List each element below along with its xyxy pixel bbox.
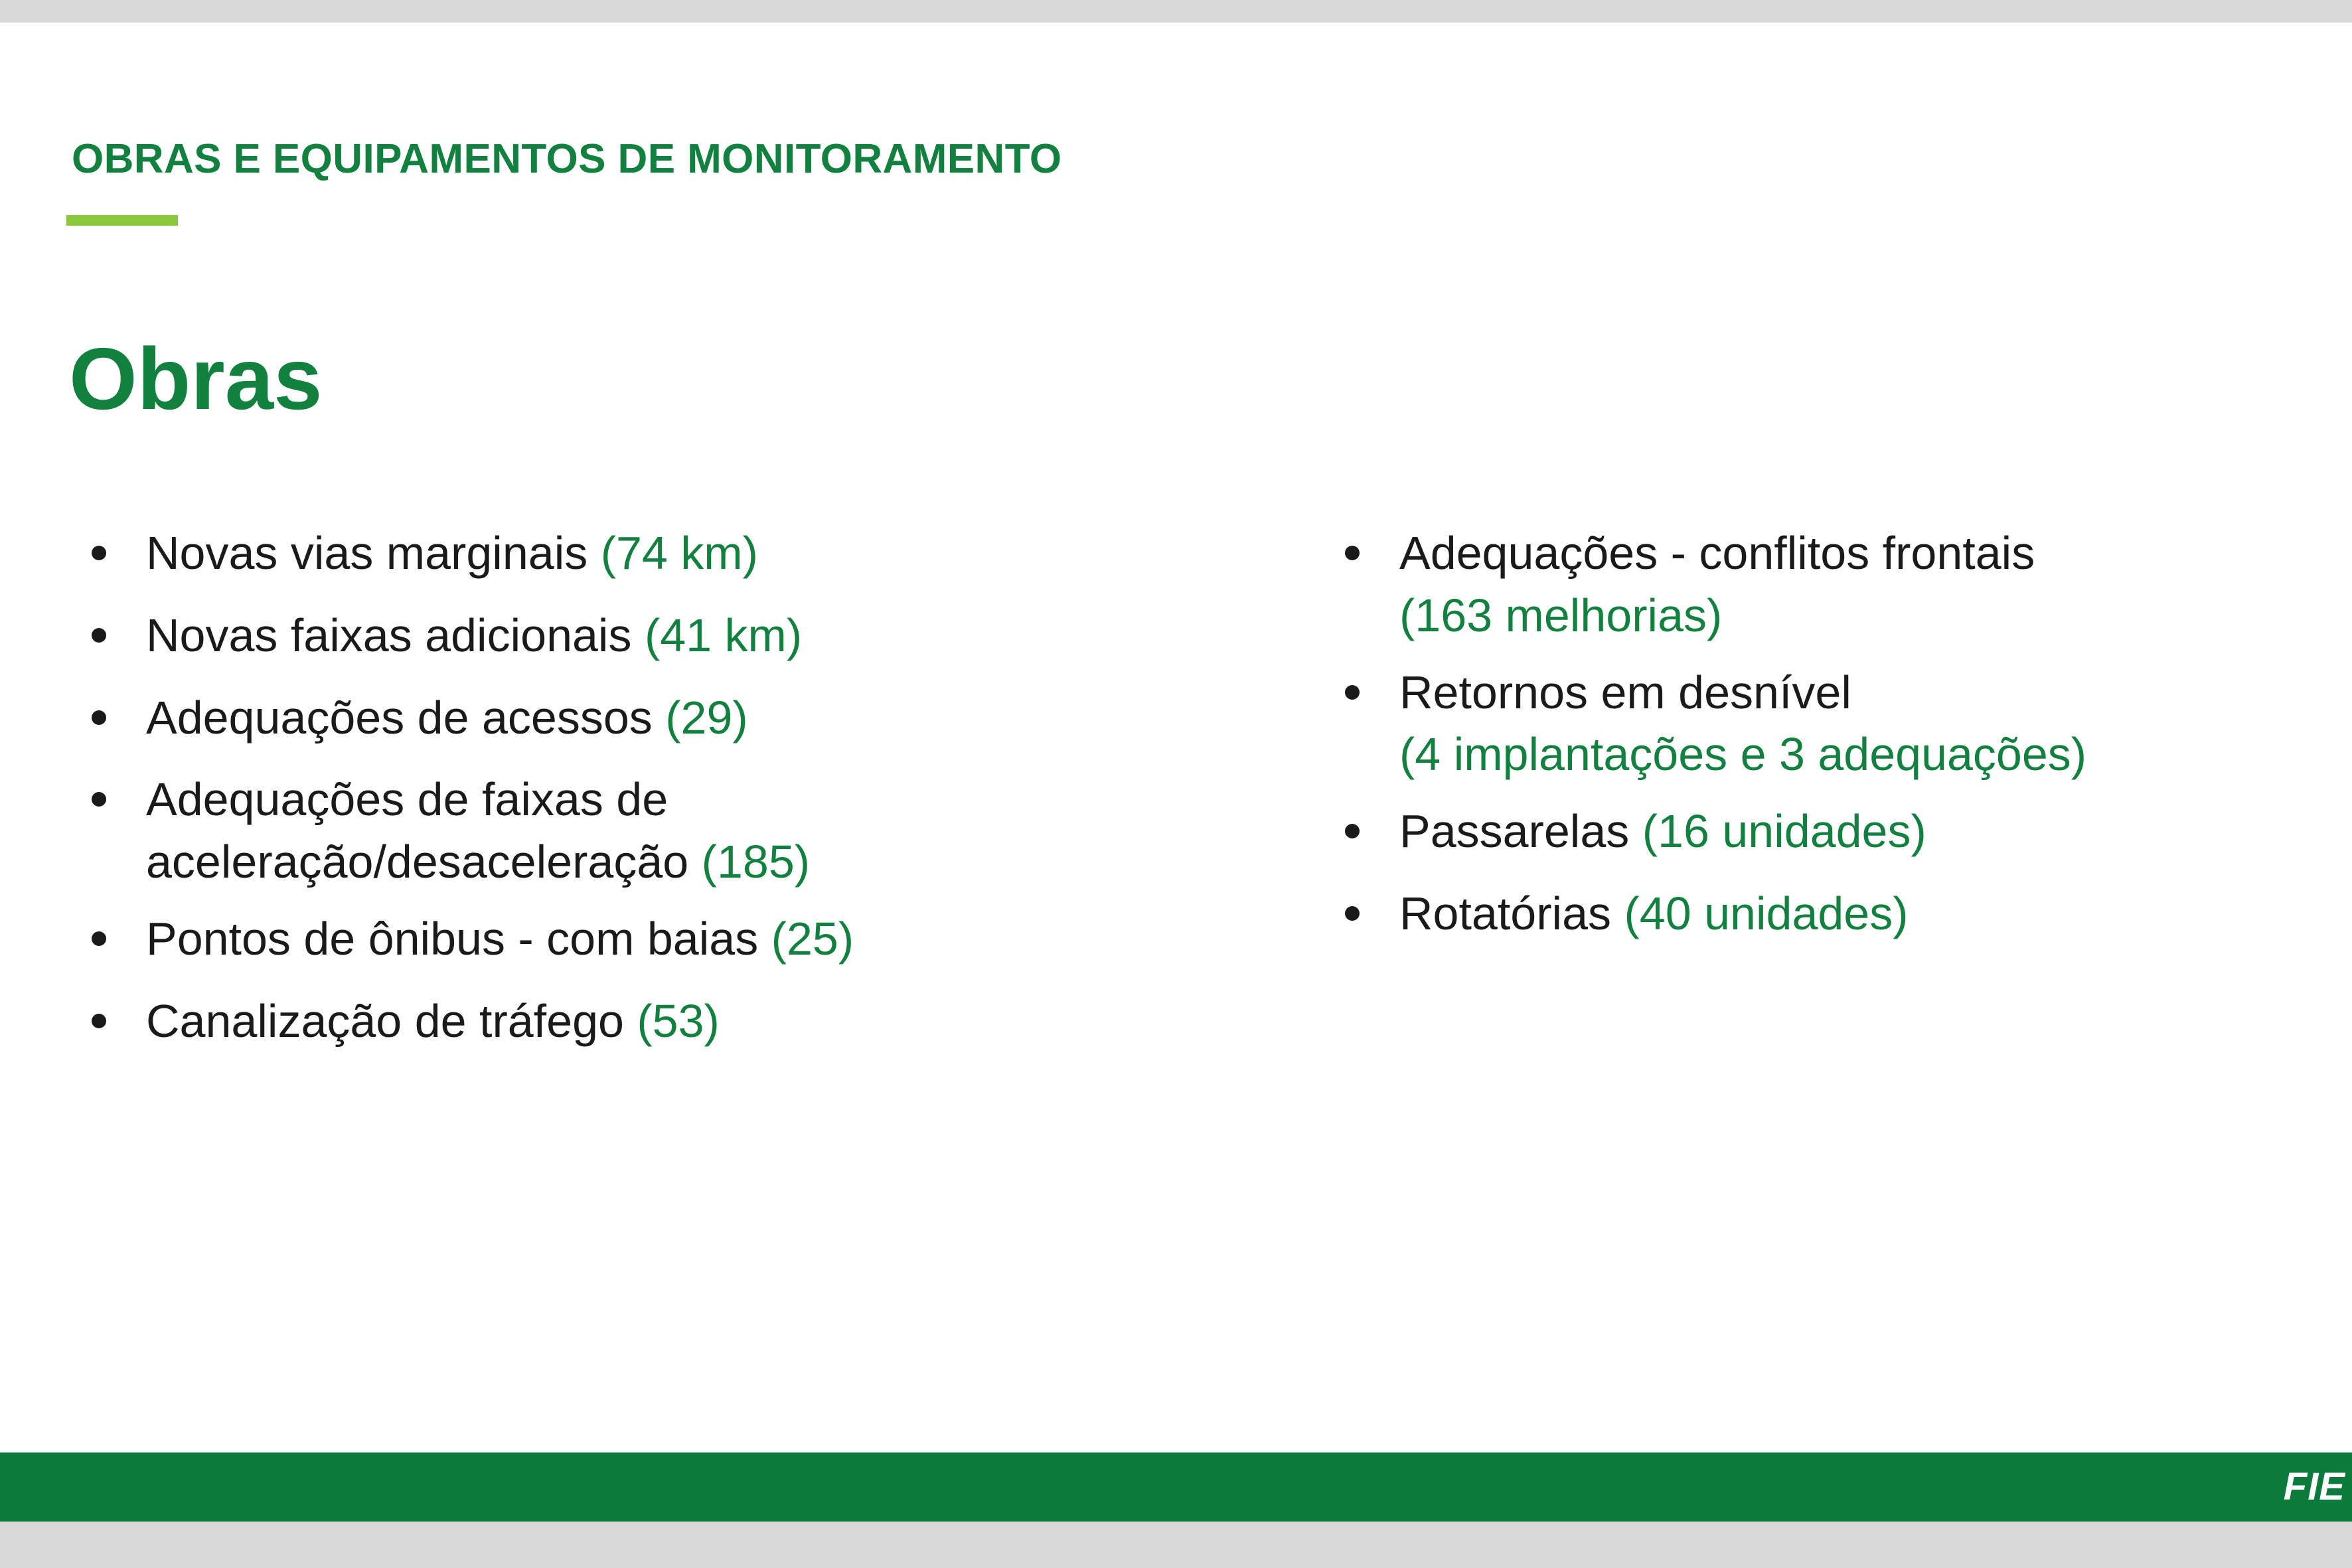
list-item-value: (185) bbox=[701, 836, 811, 888]
list-item bbox=[53, 995, 1261, 1048]
bottom-background-strip bbox=[0, 1522, 2352, 1568]
bullet-dot-icon bbox=[1345, 685, 1360, 700]
list-item-value: (53) bbox=[637, 994, 720, 1047]
list-item-value: (40 unidades) bbox=[1624, 887, 1909, 939]
bullet-dot-icon bbox=[92, 628, 106, 643]
slide-kicker: OBRAS E EQUIPAMENTOS DE MONITORAMENTO bbox=[72, 136, 1062, 182]
list-item bbox=[53, 913, 1261, 966]
list-item-value: (25) bbox=[771, 912, 854, 965]
list-item-value: (29) bbox=[665, 691, 748, 744]
bullet-dot-icon bbox=[92, 792, 106, 807]
list-item bbox=[53, 773, 1261, 889]
list-item-value: (4 implantações e 3 adequações) bbox=[1399, 728, 2087, 781]
bullet-dot-icon bbox=[1345, 824, 1360, 838]
list-item bbox=[1301, 527, 2337, 643]
list-item-value: (41 km) bbox=[644, 609, 803, 661]
page-title: Obras bbox=[69, 330, 323, 428]
list-item-value: (16 unidades) bbox=[1642, 805, 1926, 858]
list-item-value: (74 km) bbox=[600, 527, 758, 579]
list-item-label: Rotatórias bbox=[1399, 887, 1624, 939]
list-item-second-line bbox=[1399, 728, 2337, 781]
list-item-label: Adequações - conflitos frontais bbox=[1399, 527, 2035, 579]
bullet-dot-icon bbox=[92, 931, 106, 946]
list-item-label: Passarelas bbox=[1399, 805, 1642, 858]
bullet-dot-icon bbox=[1345, 546, 1360, 560]
bullet-dot-icon bbox=[1345, 906, 1360, 921]
bullet-dot-icon bbox=[92, 1014, 106, 1028]
list-item bbox=[53, 609, 1261, 663]
list-item bbox=[1301, 805, 2337, 858]
list-item-label: Canalização de tráfego bbox=[146, 994, 637, 1047]
list-item-label: Adequações de faixas de bbox=[146, 773, 668, 826]
list-item-label: Novas vias marginais bbox=[146, 527, 601, 579]
list-item-label: Pontos de ônibus - com baias bbox=[146, 912, 771, 965]
list-item bbox=[1301, 666, 2337, 782]
bullet-column-left bbox=[53, 527, 1261, 1077]
footer-logo: FIE bbox=[2283, 1465, 2345, 1508]
kicker-underline-rule bbox=[66, 215, 178, 226]
top-background-strip bbox=[0, 0, 2352, 23]
bullet-column-right bbox=[1301, 527, 2337, 970]
list-item-second-line bbox=[146, 836, 1261, 889]
list-item-label: Adequações de acessos bbox=[146, 691, 666, 744]
list-item-second-line bbox=[1399, 589, 2337, 643]
list-item-label-cont: aceleração/desaceleração bbox=[146, 836, 702, 888]
list-item bbox=[53, 692, 1261, 745]
list-item bbox=[53, 527, 1261, 580]
list-item-value: (163 melhorias) bbox=[1399, 589, 1723, 641]
bullet-dot-icon bbox=[92, 546, 106, 560]
list-item-label: Retornos em desnível bbox=[1399, 666, 1851, 718]
bullet-dot-icon bbox=[92, 710, 106, 725]
list-item-label: Novas faixas adicionais bbox=[146, 609, 645, 661]
list-item bbox=[1301, 888, 2337, 941]
presentation-slide bbox=[0, 23, 2352, 1522]
footer-band bbox=[0, 1452, 2352, 1522]
